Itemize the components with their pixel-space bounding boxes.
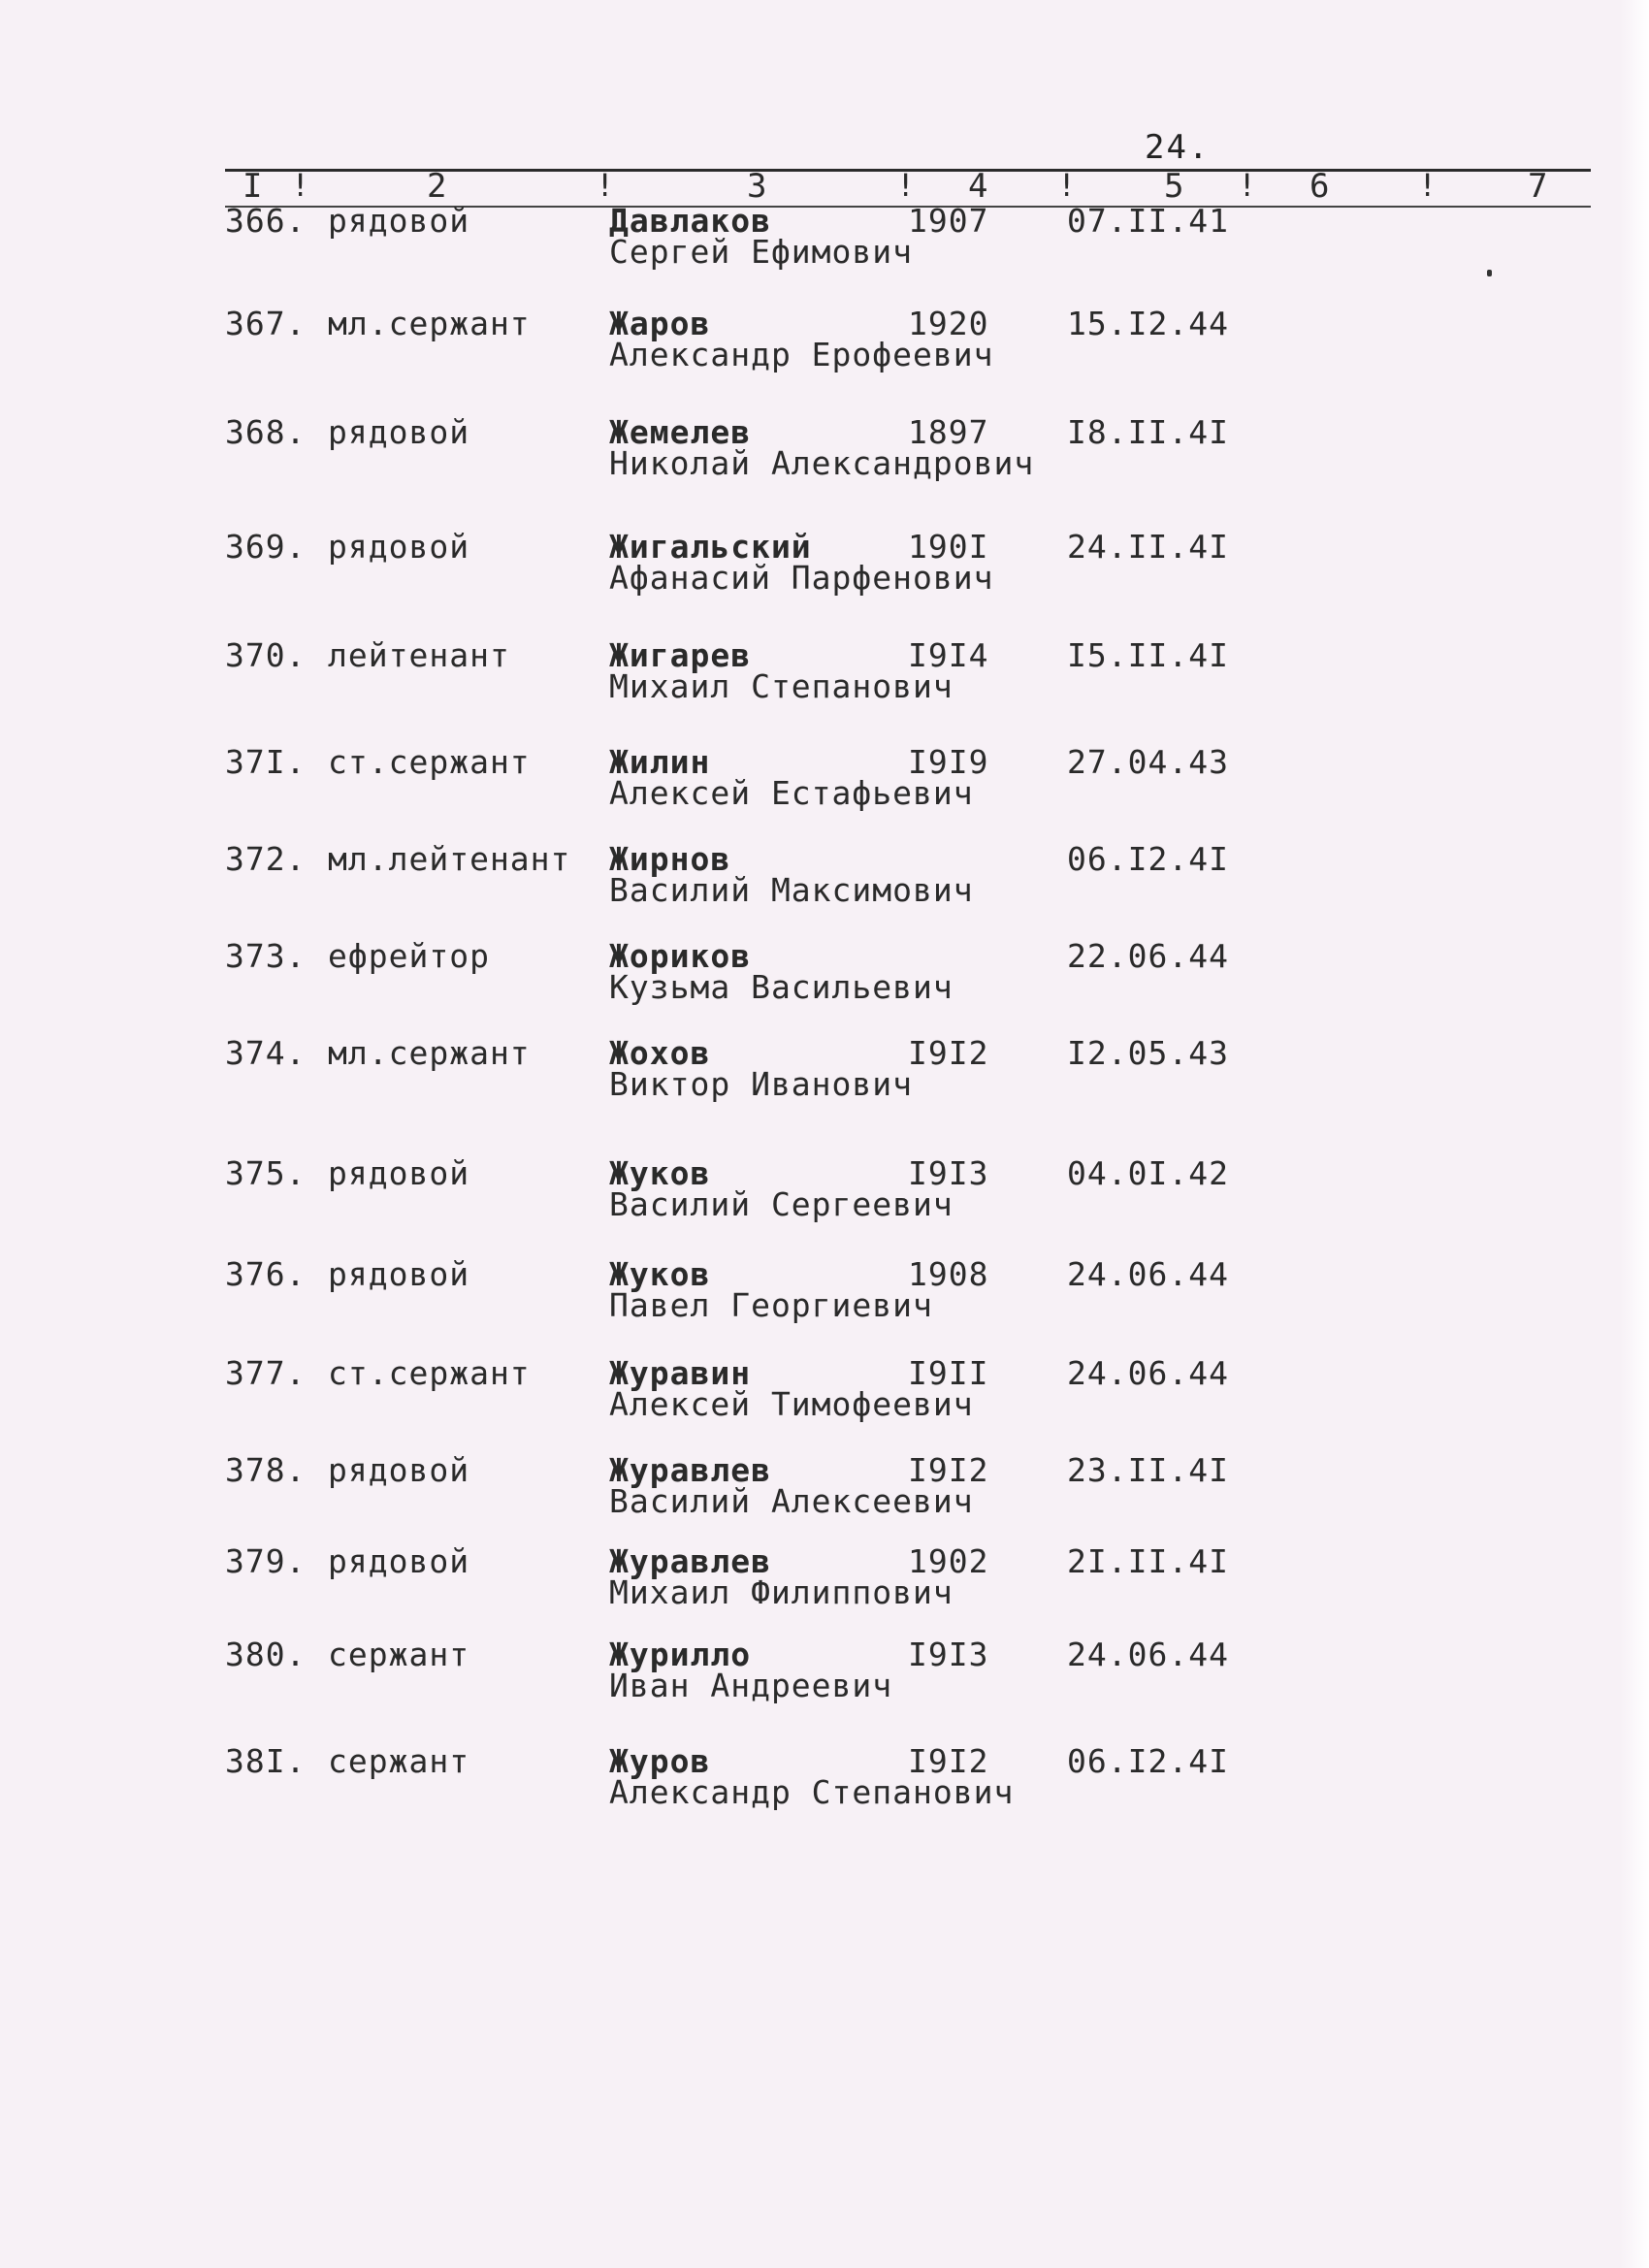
entry-given-names: Кузьма Васильевич: [609, 968, 954, 1006]
roster-entry: [0, 1636, 1649, 1713]
entry-given-names: Алексей Естафьевич: [609, 774, 974, 812]
entry-surname: Жемелев: [609, 413, 752, 451]
entry-date: 06.I2.4I: [1067, 1742, 1229, 1780]
entry-surname: Журавин: [609, 1354, 752, 1392]
entry-given-names: Александр Ерофеевич: [609, 336, 994, 373]
entry-birth-year: 1897: [908, 413, 989, 451]
entry-surname: Жориков: [609, 937, 752, 975]
column-header-3: 3: [747, 167, 767, 206]
entry-surname: Журавлев: [609, 1451, 771, 1489]
entry-number: 37I.: [225, 743, 307, 781]
entry-surname: Жигальский: [609, 528, 812, 566]
roster-entry: [0, 636, 1649, 714]
column-separator: !: [1418, 167, 1438, 204]
entry-given-names: Михаил Филиппович: [609, 1573, 954, 1611]
entry-given-names: Виктор Иванович: [609, 1065, 914, 1103]
entry-given-names: Николай Александрович: [609, 444, 1035, 482]
entry-rank: рядовой: [328, 1154, 470, 1192]
entry-given-names: Михаил Степанович: [609, 667, 954, 705]
entry-number: 377.: [225, 1354, 307, 1392]
column-separator: !: [1057, 167, 1077, 204]
entry-surname: Жохов: [609, 1034, 711, 1072]
entry-rank: мл.сержант: [328, 1034, 531, 1072]
entry-number: 378.: [225, 1451, 307, 1489]
entry-number: 38I.: [225, 1742, 307, 1780]
entry-surname: Жилин: [609, 743, 711, 781]
roster-entry: [0, 528, 1649, 605]
roster-entry: [0, 1255, 1649, 1333]
entry-number: 380.: [225, 1636, 307, 1673]
entry-rank: сержант: [328, 1742, 470, 1780]
entry-birth-year: I9I3: [908, 1636, 989, 1673]
entry-given-names: Алексей Тимофеевич: [609, 1385, 974, 1423]
entry-rank: рядовой: [328, 202, 470, 240]
entry-date: 06.I2.4I: [1067, 840, 1229, 878]
roster-entry: [0, 1542, 1649, 1620]
entry-given-names: Павел Георгиевич: [609, 1286, 933, 1324]
entry-date: 24.06.44: [1067, 1255, 1229, 1293]
column-separator: !: [1238, 167, 1257, 204]
entry-date: 24.06.44: [1067, 1636, 1229, 1673]
entry-date: 24.II.4I: [1067, 528, 1229, 566]
entry-given-names: Иван Андреевич: [609, 1667, 893, 1704]
entry-given-names: Афанасий Парфенович: [609, 559, 994, 597]
entry-surname: Давлаков: [609, 202, 771, 240]
column-header-2: 2: [427, 167, 447, 206]
entry-rank: сержант: [328, 1636, 470, 1673]
entry-rank: рядовой: [328, 1542, 470, 1580]
roster-entry: [0, 1034, 1649, 1112]
entry-number: 372.: [225, 840, 307, 878]
entry-birth-year: I9I9: [908, 743, 989, 781]
entry-number: 373.: [225, 937, 307, 975]
entry-rank: рядовой: [328, 413, 470, 451]
entry-date: 23.II.4I: [1067, 1451, 1229, 1489]
roster-entry: [0, 1451, 1649, 1529]
roster-entry: [0, 743, 1649, 821]
entry-rank: рядовой: [328, 1255, 470, 1293]
entry-date: I8.II.4I: [1067, 413, 1229, 451]
entry-date: 2I.II.4I: [1067, 1542, 1229, 1580]
entry-surname: Журов: [609, 1742, 711, 1780]
entry-given-names: Василий Алексеевич: [609, 1482, 974, 1520]
entry-rank: ст.сержант: [328, 743, 531, 781]
entry-birth-year: I9I2: [908, 1742, 989, 1780]
entry-given-names: Александр Степанович: [609, 1773, 1015, 1811]
entry-date: 04.0I.42: [1067, 1154, 1229, 1192]
entry-date: 07.II.41: [1067, 202, 1229, 240]
entry-date: 22.06.44: [1067, 937, 1229, 975]
roster-entry: [0, 1354, 1649, 1432]
entry-date: 27.04.43: [1067, 743, 1229, 781]
entry-date: 24.06.44: [1067, 1354, 1229, 1392]
column-header-5: 5: [1164, 167, 1184, 206]
roster-entry: [0, 1742, 1649, 1820]
entry-number: 366.: [225, 202, 307, 240]
entry-number: 369.: [225, 528, 307, 566]
entry-surname: Журилло: [609, 1636, 752, 1673]
column-separator: !: [596, 167, 615, 204]
column-header-6: 6: [1310, 167, 1330, 206]
entry-number: 379.: [225, 1542, 307, 1580]
column-header-7: 7: [1528, 167, 1548, 206]
entry-rank: лейтенант: [328, 636, 510, 674]
column-separator: !: [291, 167, 310, 204]
entry-birth-year: I9I3: [908, 1154, 989, 1192]
roster-entry: [0, 937, 1649, 1015]
entry-rank: рядовой: [328, 528, 470, 566]
entry-surname: Жаров: [609, 305, 711, 342]
entry-birth-year: 1908: [908, 1255, 989, 1293]
entry-surname: Жирнов: [609, 840, 731, 878]
entry-given-names: Василий Сергеевич: [609, 1185, 954, 1223]
entry-rank: ст.сержант: [328, 1354, 531, 1392]
entry-birth-year: I9I2: [908, 1451, 989, 1489]
roster-entry: [0, 202, 1649, 279]
roster-entry: [0, 1154, 1649, 1232]
entry-rank: рядовой: [328, 1451, 470, 1489]
entry-surname: Жигарев: [609, 636, 752, 674]
entry-given-names: Сергей Ефимович: [609, 233, 914, 271]
column-separator: !: [896, 167, 916, 204]
entry-number: 370.: [225, 636, 307, 674]
entry-surname: Журавлев: [609, 1542, 771, 1580]
entry-birth-year: I9I4: [908, 636, 989, 674]
ink-speck: [1487, 270, 1492, 276]
column-header-1: I: [242, 167, 263, 206]
entry-rank: ефрейтор: [328, 937, 490, 975]
entry-surname: Жуков: [609, 1154, 711, 1192]
entry-number: 368.: [225, 413, 307, 451]
entry-number: 374.: [225, 1034, 307, 1072]
entry-birth-year: I9I2: [908, 1034, 989, 1072]
entry-birth-year: I9II: [908, 1354, 989, 1392]
entry-number: 367.: [225, 305, 307, 342]
entry-date: I5.II.4I: [1067, 636, 1229, 674]
entry-birth-year: 1902: [908, 1542, 989, 1580]
roster-entry: [0, 413, 1649, 491]
entry-given-names: Василий Максимович: [609, 871, 974, 909]
roster-entry: [0, 305, 1649, 382]
entry-rank: мл.сержант: [328, 305, 531, 342]
entry-surname: Жуков: [609, 1255, 711, 1293]
entry-birth-year: 1907: [908, 202, 989, 240]
entry-date: 15.I2.44: [1067, 305, 1229, 342]
entry-birth-year: 1920: [908, 305, 989, 342]
entry-birth-year: 190I: [908, 528, 989, 566]
entry-date: I2.05.43: [1067, 1034, 1229, 1072]
page-number: 24.: [1145, 128, 1211, 167]
entry-number: 376.: [225, 1255, 307, 1293]
entry-number: 375.: [225, 1154, 307, 1192]
entry-rank: мл.лейтенант: [328, 840, 571, 878]
column-header-4: 4: [968, 167, 988, 206]
roster-entry: [0, 840, 1649, 918]
